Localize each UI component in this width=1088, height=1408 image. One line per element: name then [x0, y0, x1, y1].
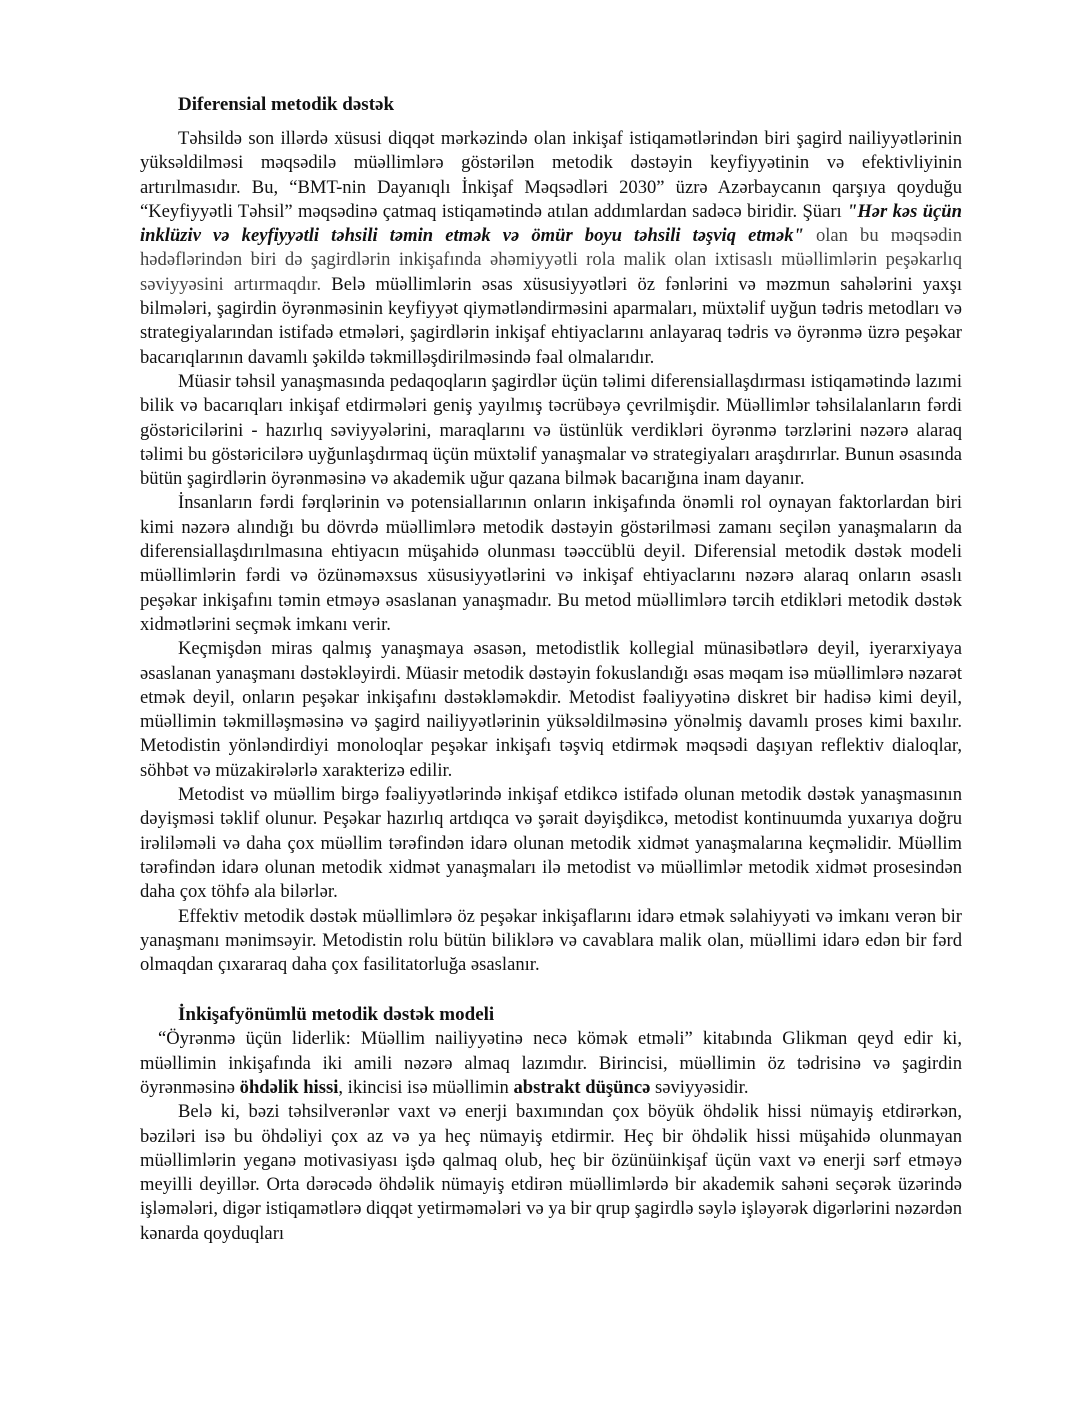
paragraph-7-mid: , ikincisi isə müəllimin [338, 1076, 514, 1098]
paragraph-1 [140, 127, 962, 370]
paragraph-7-bold-2: abstrakt düşüncə [513, 1076, 651, 1098]
paragraph-6: Effektiv metodik dəstək müəllimlərə öz peşəkar inkişaflarını idarə etmək səlahiyyəti və imkanı verən bir yanaşmanı mənimsəyir. Metodistin rolu bütün biliklərə və cavablara malik olan, müəllimi idarə edən bir fərd olmaqdan çıxararaq daha çox fasilitatorluğa əsaslanır. [140, 905, 962, 976]
paragraph-1-rest: Belə müəllimlərin əsas xüsusiyyətləri öz fənlərini və məzmun sahələrini yaxşı bilmələri, şagirdin öyrənməsinin keyfiyyət qiymətləndirməsini aparmaları, müxtəlif uyğun tədris metodları və strategiyalarından istifadə etmələri, şagirdlərin inkişaf ehtiyaclarını anlayaraq tədris və öyrənmə üzrə peşəkar bacarıqlarının davamlı şəkildə təkmilləşdirilməsində fəal olmalarıdır. [140, 273, 962, 368]
paragraph-4: Keçmişdən miras qalmış yanaşmaya əsasən, metodistlik kollegial münasibətlərə deyil, iyerarxiyaya əsaslanan yanaşmanı dəstəkləyirdi. Müasir metodik dəstəyin fokuslandığı əsas məqam isə müəllimlərə nəzarət etmək deyil, onların peşəkar inkişafını dəstəkləməkdir. Metodist fəaliyyətinə diskret bir hadisə kimi deyil, müəllimin təkmilləşməsinə və şagird nailiyyətlərinin yüksəldilməsinə yönəlmiş davamlı proses kimi baxılır. Metodistin yönləndirdiyi monoloqlar peşəkar inkişafı təşviq etdirmək məqsədi daşıyan reflektiv dialoqlar, söhbət və müzakirələrlə xarakterizə edilir. [140, 638, 962, 781]
paragraph-7 [140, 1027, 962, 1100]
paragraph-1-quote: "Hər kəs üçün inklüziv və keyfiyyətli təhsili təmin etmək və ömür boyu təhsili təşviq etmək" [140, 200, 962, 247]
paragraph-5: Metodist və müəllim birgə fəaliyyətlərində inkişaf etdikcə istifadə olunan metodik dəstək yanaşmasının dəyişməsi təklif olunur. Peşəkar hazırlıq artdıqca və şərait dəyişdikcə, metodist kontinuumda yuxarıya doğru irəliləməli və daha çox müəllim tərəfindən idarə olunan metodik xidmət yanaşmalarına keçməlidir. Müəllim tərəfindən idarə olunan metodik xidmət yanaşmaları ilə metodist və müəllimlər metodik xidmət prosesindən daha çox töhfə ala bilərlər. [140, 784, 962, 903]
paragraph-7-start: “Öyrənmə üçün liderlik: Müəllim nailiyyətinə necə kömək etməli” kitabında Glikman qeyd edir ki, müəllimin inkişafında iki amili nəzərə almaq lazımdır. Birincisi, müəllimin öz tədrisinə və şagirdin öyrənməsinə [140, 1028, 962, 1098]
paragraph-7-end: səviyyəsidir. [650, 1076, 749, 1098]
paragraph-8: Belə ki, bəzi təhsilverənlər vaxt və enerji baxımından çox böyük öhdəlik hissi nümayiş etdirərkən, bəziləri isə bu öhdəliyi çox az və ya heç nümayiş etdirmir. Heç bir öhdəlik hissi müşahidə olunmayan müəllimlərin yeganə motivasiyası işdə qalmaq olub, heç bir özünüinkişaf üçün vaxt və enerji sərf etməyə meyilli deyillər. Orta dərəcədə öhdəlik nümayiş etdirən müəllimlərdə bir akademik sahəni seçərək üzərində işləmələri, digər istiqamətlərə diqqət yetirməmələri və ya bir qrup şagirdlə səylə işləyərək digərlərini nəzərdən kənarda qoyduqları [140, 1101, 962, 1244]
paragraph-3: İnsanların fərdi fərqlərinin və potensiallarının onların inkişafında önəmli rol oynayan faktorlardan biri kimi nəzərə alındığı bu dövrdə müəllimlərə metodik dəstəyin göstərilməsi zamanı seçilən yanaşmaların da diferensiallaşdırılmasına ehtiyacın müşahidə olunması təəccüblü deyil. Diferensial metodik dəstək modeli müəllimlərin fərdi və özünəməxsus xüsusiyyətlərini və inkişaf ehtiyaclarını nəzərə alaraq onların əsaslı peşəkar inkişafını təmin etməyə əsaslanan yanaşmadır. Bu metod müəllimlərə tərcih etdikləri metodik dəstək xidmətlərini seçmək imkanı verir. [140, 492, 962, 635]
section-heading-2: İnkişafyönümlü metodik dəstək modeli [178, 1004, 495, 1026]
document-page [140, 93, 962, 1246]
paragraph-2: Müasir təhsil yanaşmasında pedaqoqların şagirdlər üçün təlimi diferensiallaşdırması istiqamətində lazımi bilik və bacarıqları inkişaf etdirmələri geniş yayılmış təcrübəyə çevrilmişdir. Müəllimlər təhsilalanların fərdi göstəricilərini - hazırlıq səviyyələrini, maraqlarını və üstünlük verdikləri öyrənmə tərzlərini nəzərə alaraq təlimi bu göstəricilərə uyğunlaşdırmaq üçün müxtəlif yanaşmalar və strategiyaları araşdırırlar. Bunun əsasında bütün şagirdlərin öyrənməsinə və akademik uğur qazana bilmək bacarığına inam dayanır. [140, 370, 962, 490]
paragraph-1-after-quote: olan bu məqsədin hədəflərindən biri də şagirdlərin inkişafında əhəmiyyətli rola malik olan ixtisaslı müəllimlərin peşəkarlıq səviyyəsini artırmaqdır. [140, 225, 963, 295]
paragraph-1-intro: Təhsildə son illərdə xüsusi diqqət mərkəzində olan inkişaf istiqamətlərindən biri şagird nailiyyətlərinin yüksəldilməsi məqsədilə müəllimlərə göstərilən metodik dəstəyin keyfiyyətinin və efektivliyinin artırılmasıdır. Bu, “BMT-nin Dayanıqlı İnkişaf Məqsədləri 2030” üzrə Azərbaycanın qarşıya qoyduğu “Keyfiyyətli Təhsil” məqsədinə çatmaq istiqamətində atılan addımlardan sadəcə biridir. Şüarı [140, 128, 962, 222]
section-heading: Diferensial metodik dəstək [178, 94, 395, 115]
paragraph-7-bold-1: öhdəlik hissi [239, 1076, 339, 1098]
